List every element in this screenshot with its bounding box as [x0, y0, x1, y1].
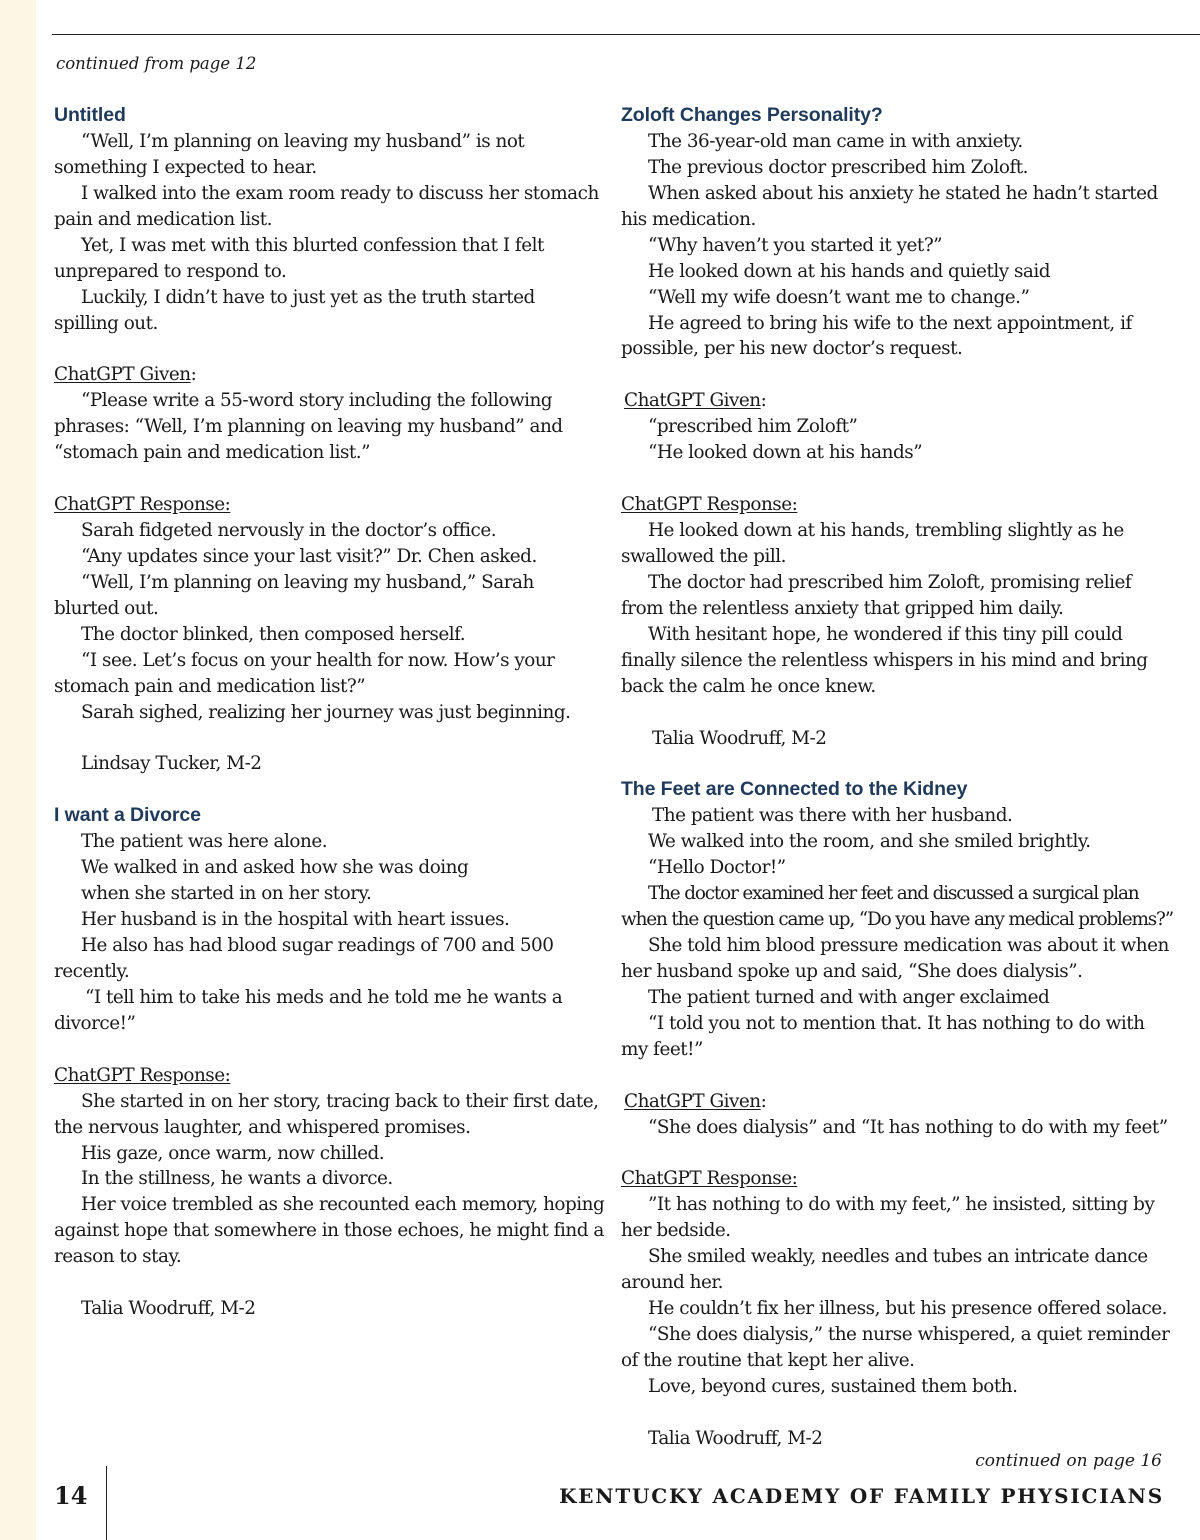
- story-line: I walked into the exam room ready to discuss her stomach: [81, 182, 599, 204]
- response-line: His gaze, once warm, now chilled.: [81, 1142, 385, 1164]
- response-line: stomach pain and medication list?”: [54, 675, 366, 697]
- spacer: [54, 726, 596, 752]
- response-line: ”It has nothing to do with my feet,” he insisted, sitting by: [648, 1194, 1155, 1216]
- response-line: against hope that somewhere in those echoes, he might find a: [54, 1220, 604, 1242]
- chatgpt-response-label: ChatGPT Response:: [54, 1064, 231, 1086]
- story-line: When asked about his anxiety he stated he hadn’t started: [648, 182, 1158, 204]
- response-line: He looked down at his hands, trembling slightly as he: [648, 520, 1124, 541]
- top-rule: [52, 34, 1200, 35]
- story-line: “Well, I’m planning on leaving my husband” is not: [81, 130, 525, 152]
- response-line: He couldn’t fix her illness, but his presence offered solace.: [648, 1298, 1168, 1320]
- author-credit: Talia Woodruff, M-2: [648, 1427, 823, 1449]
- response-line: In the stillness, he wants a divorce.: [81, 1168, 393, 1190]
- story-line: recently.: [54, 960, 130, 982]
- story-line: “I told you not to mention that. It has nothing to do with: [648, 1012, 1145, 1034]
- chatgpt-given-colon: :: [760, 390, 767, 412]
- footer-divider: [106, 1466, 107, 1540]
- story-line: She told him blood pressure medication was about it when: [648, 935, 1169, 956]
- story-line: “Hello Doctor!”: [648, 857, 786, 879]
- response-line: “She does dialysis,” the nurse whispered, a quiet reminder: [648, 1324, 1170, 1346]
- chatgpt-given-heading: [621, 1089, 1163, 1115]
- response-line: “I see. Let’s focus on your health for now. How’s your: [81, 649, 555, 671]
- continued-from-note: continued from page 12: [56, 54, 257, 73]
- given-line: “stomach pain and medication list.”: [54, 442, 371, 464]
- story-line: He looked down at his hands and quietly said: [648, 260, 1051, 282]
- response-line: Her voice trembled as she recounted each memory, hoping: [81, 1194, 605, 1216]
- story-line: spilling out.: [54, 312, 158, 334]
- story-line: We walked in and asked how she was doing: [81, 857, 469, 879]
- author-credit: Lindsay Tucker, M-2: [81, 753, 262, 775]
- story-line: Her husband is in the hospital with heart issues.: [81, 909, 510, 931]
- story-line: “Why haven’t you started it yet?”: [648, 234, 943, 256]
- right-column: [621, 103, 1174, 1452]
- spacer: [621, 1400, 1163, 1426]
- story-line: when the question came up, “Do you have any medical problems?”: [621, 909, 1174, 931]
- response-line: With hesitant hope, he wondered if this tiny pill could: [648, 623, 1123, 645]
- story-title: Untitled: [54, 104, 126, 126]
- response-line: of the routine that kept her alive.: [621, 1350, 915, 1371]
- response-line: She smiled weakly, needles and tubes an intricate dance: [648, 1246, 1148, 1268]
- story-line: unprepared to respond to.: [54, 260, 287, 282]
- page-number: 14: [54, 1481, 88, 1510]
- story-line: her husband spoke up and said, “She does dialysis”.: [621, 960, 1083, 982]
- story-line: The 36-year-old man came in with anxiety.: [648, 130, 1023, 152]
- response-line: The doctor blinked, then composed herself.: [81, 623, 466, 645]
- spacer: [621, 700, 1163, 726]
- spacer: [621, 1141, 1163, 1167]
- chatgpt-given-colon: :: [760, 1090, 767, 1112]
- response-line: The doctor had prescribed him Zoloft, promising relief: [648, 571, 1132, 593]
- publisher-name: KENTUCKY ACADEMY OF FAMILY PHYSICIANS: [559, 1484, 1164, 1508]
- chatgpt-response-label: ChatGPT Response:: [54, 494, 231, 516]
- story-title: Zoloft Changes Personality?: [621, 104, 883, 126]
- given-line: phrases: “Well, I’m planning on leaving my husband” and: [54, 416, 563, 438]
- spacer: [54, 1270, 596, 1296]
- chatgpt-given-label: ChatGPT Given: [624, 390, 761, 412]
- story-title: I want a Divorce: [54, 804, 201, 827]
- story-line: Yet, I was met with this blurted confession that I felt: [81, 234, 544, 256]
- story-line: He agreed to bring his wife to the next appointment, if: [648, 312, 1132, 334]
- story-line: The patient was there with her husband.: [652, 805, 1013, 827]
- response-line: reason to stay.: [54, 1246, 182, 1268]
- given-line: “She does dialysis” and “It has nothing to do with my feet”: [648, 1116, 1168, 1138]
- spacer: [621, 466, 1163, 492]
- left-margin-strip: [0, 0, 36, 1540]
- response-line: Love, beyond cures, sustained them both.: [648, 1375, 1018, 1397]
- author-credit: Talia Woodruff, M-2: [652, 727, 827, 749]
- chatgpt-given-label: ChatGPT Given: [54, 364, 191, 386]
- story-line: The doctor examined her feet and discussed a surgical plan: [648, 883, 1139, 905]
- chatgpt-given-label: ChatGPT Given: [624, 1090, 761, 1112]
- response-line: Sarah fidgeted nervously in the doctor’s office.: [81, 520, 497, 541]
- response-line: blurted out.: [54, 597, 159, 619]
- response-line: Sarah sighed, realizing her journey was just beginning.: [81, 701, 571, 723]
- story-line: “I tell him to take his meds and he told me he wants a: [85, 986, 563, 1008]
- response-line: “Well, I’m planning on leaving my husband,” Sarah: [81, 571, 534, 593]
- story-line: possible, per his new doctor’s request.: [621, 338, 963, 360]
- story-line: when she started in on her story.: [81, 883, 372, 905]
- author-credit: Talia Woodruff, M-2: [81, 1298, 256, 1320]
- response-line: around her.: [621, 1272, 723, 1294]
- continued-on-note: continued on page 16: [975, 1451, 1162, 1471]
- spacer: [621, 1063, 1163, 1089]
- spacer: [54, 1037, 596, 1063]
- given-line: “Please write a 55-word story including the following: [81, 390, 553, 412]
- story-line: The previous doctor prescribed him Zoloft.: [648, 156, 1028, 178]
- chatgpt-response-label: ChatGPT Response:: [621, 494, 798, 516]
- story-line: The patient turned and with anger exclaimed: [648, 986, 1050, 1008]
- story-title: The Feet are Connected to the Kidney: [621, 778, 968, 801]
- given-line: “He looked down at his hands”: [648, 442, 923, 464]
- chatgpt-given-colon: :: [190, 364, 197, 386]
- spacer: [621, 362, 1163, 388]
- given-line: “prescribed him Zoloft”: [648, 416, 858, 438]
- story-line: The patient was here alone.: [81, 831, 328, 853]
- left-column: [54, 103, 605, 1322]
- story-line: “Well my wife doesn’t want me to change.”: [648, 286, 1030, 308]
- story-line: divorce!”: [54, 1012, 136, 1034]
- spacer: [54, 336, 596, 362]
- response-line: swallowed the pill.: [621, 545, 786, 567]
- story-line: He also has had blood sugar readings of 700 and 500: [81, 935, 554, 956]
- spacer: [54, 466, 596, 492]
- story-line: my feet!”: [621, 1038, 703, 1060]
- chatgpt-given-heading: [54, 362, 596, 388]
- response-line: She started in on her story, tracing back to their first date,: [81, 1090, 599, 1112]
- response-line: the nervous laughter, and whispered promises.: [54, 1116, 471, 1138]
- chatgpt-given-heading: [621, 388, 1163, 414]
- response-line: from the relentless anxiety that gripped him daily.: [621, 597, 1064, 619]
- response-line: back the calm he once knew.: [621, 675, 876, 697]
- response-line: finally silence the relentless whispers in his mind and bring: [621, 649, 1148, 671]
- story-line: pain and medication list.: [54, 208, 272, 230]
- story-line: We walked into the room, and she smiled brightly.: [648, 831, 1091, 853]
- spacer: [621, 751, 1163, 777]
- response-line: “Any updates since your last visit?” Dr. Chen asked.: [81, 545, 537, 567]
- story-line: his medication.: [621, 208, 756, 230]
- spacer: [54, 777, 596, 803]
- story-line: something I expected to hear.: [54, 156, 317, 178]
- story-line: Luckily, I didn’t have to just yet as the truth started: [81, 286, 535, 308]
- response-line: her bedside.: [621, 1220, 731, 1242]
- chatgpt-response-label: ChatGPT Response:: [621, 1168, 798, 1190]
